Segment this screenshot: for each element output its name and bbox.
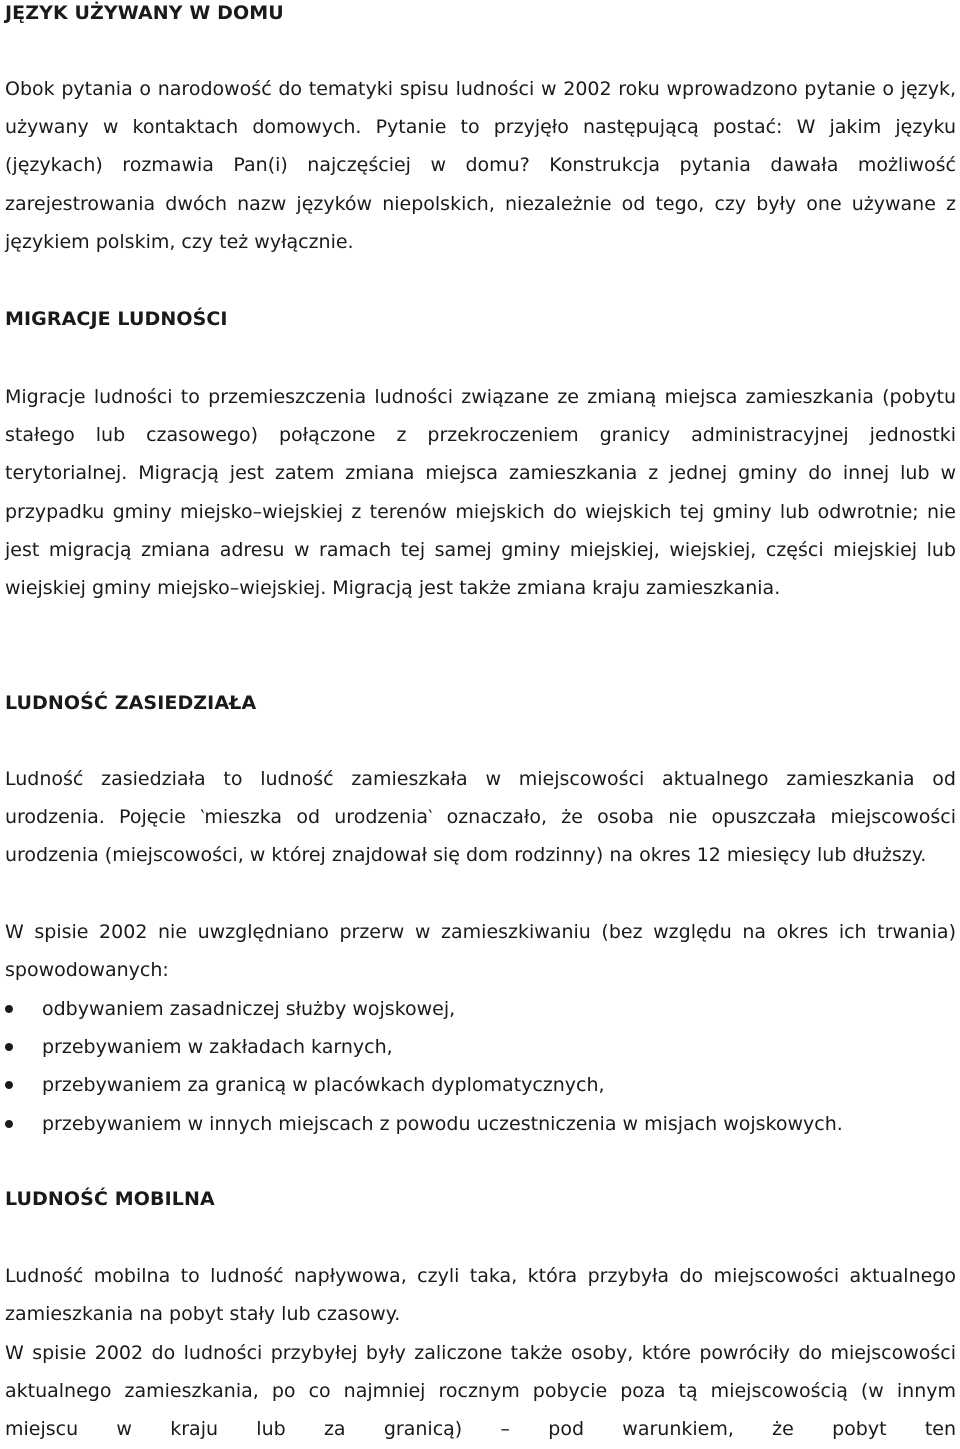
list-item-text: przebywaniem za granicą w placówkach dyplomatycznych,	[42, 1074, 605, 1097]
bullet-icon	[5, 1043, 13, 1051]
mobile-paragraph-1: Ludność mobilna to ludność napływowa, czyli taka, która przybyła do miejscowości aktualnego zamieszkania na pobyt stały lub czasowy.	[5, 1265, 956, 1326]
settled-paragraph-1: Ludność zasiedziała to ludność zamieszkała w miejscowości aktualnego zamieszkania od urodzenia. Pojęcie ‵mieszka od urodzenia‵ oznaczało, że osoba nie opuszczała miejscowości urodzenia (miejscowości, w której znajdował się dom rodzinny) na okres 12 miesięcy lub dłuższy.	[5, 768, 956, 867]
list-item-text: przebywaniem w innych miejscach z powodu uczestniczenia w misjach wojskowych.	[42, 1112, 843, 1135]
section-heading-settled: LUDNOŚĆ ZASIEDZIAŁA	[5, 692, 257, 714]
language-paragraph: Obok pytania o narodowość do tematyki spisu ludności w 2002 roku wprowadzono pytanie o język, używany w kontaktach domowych. Pytanie to przyjęło następującą postać: W jakim języku (językach) rozmawia Pan(i) najczęściej w domu? Konstrukcja pytania dawała możliwość zarejestrowania dwóch nazw języków niepolskich, niezależnie od tego, czy były one używane z językiem polskim, czy też wyłącznie.	[5, 78, 956, 253]
mobile-paragraph-2: W spisie 2002 do ludności przybyłej były zaliczone także osoby, które powróciły do miejscowości aktualnego zamieszkania, po co najmniej rocznym pobycie poza tą miejscowością (w innym miejscu w kraju lub za granicą) – pod warunkiem, że pobyt ten	[5, 1342, 956, 1441]
settled-paragraph-2: W spisie 2002 nie uwzględniano przerw w zamieszkiwaniu (bez względu na okres ich trwania) spowodowanych:	[5, 921, 956, 982]
list-item	[5, 1028, 956, 1066]
list-item-text: odbywaniem zasadniczej służby wojskowej,	[42, 998, 456, 1020]
list-item-text: przebywaniem w zakładach karnych,	[42, 1036, 393, 1059]
list-item	[5, 990, 956, 1028]
list-item	[5, 1066, 956, 1104]
bullet-icon	[5, 1005, 13, 1013]
settled-bullet-list	[5, 990, 956, 1143]
section-heading-migration: MIGRACJE LUDNOŚCI	[5, 308, 228, 330]
migration-paragraph: Migracje ludności to przemieszczenia ludności związane ze zmianą miejsca zamieszkania (pobytu stałego lub czasowego) połączone z przekroczeniem granicy administracyjnej jednostki terytorialnej. Migracją jest zatem zmiana miejsca zamieszkania z jednej gminy do innej lub w przypadku gminy miejsko–wiejskiej z terenów miejskich do wiejskich tej gminy lub odwrotnie; nie jest migracją zmiana adresu w ramach tej samej gminy miejskiej, wiejskiej, części miejskiej lub wiejskiej gminy miejsko–wiejskiej. Migracją jest także zmiana kraju zamieszkania.	[5, 386, 956, 600]
bullet-icon	[5, 1081, 13, 1089]
bullet-icon	[5, 1120, 13, 1128]
list-item	[5, 1105, 956, 1143]
section-heading-mobile: LUDNOŚĆ MOBILNA	[5, 1188, 215, 1210]
section-heading-language: JĘZYK UŻYWANY W DOMU	[5, 2, 284, 24]
